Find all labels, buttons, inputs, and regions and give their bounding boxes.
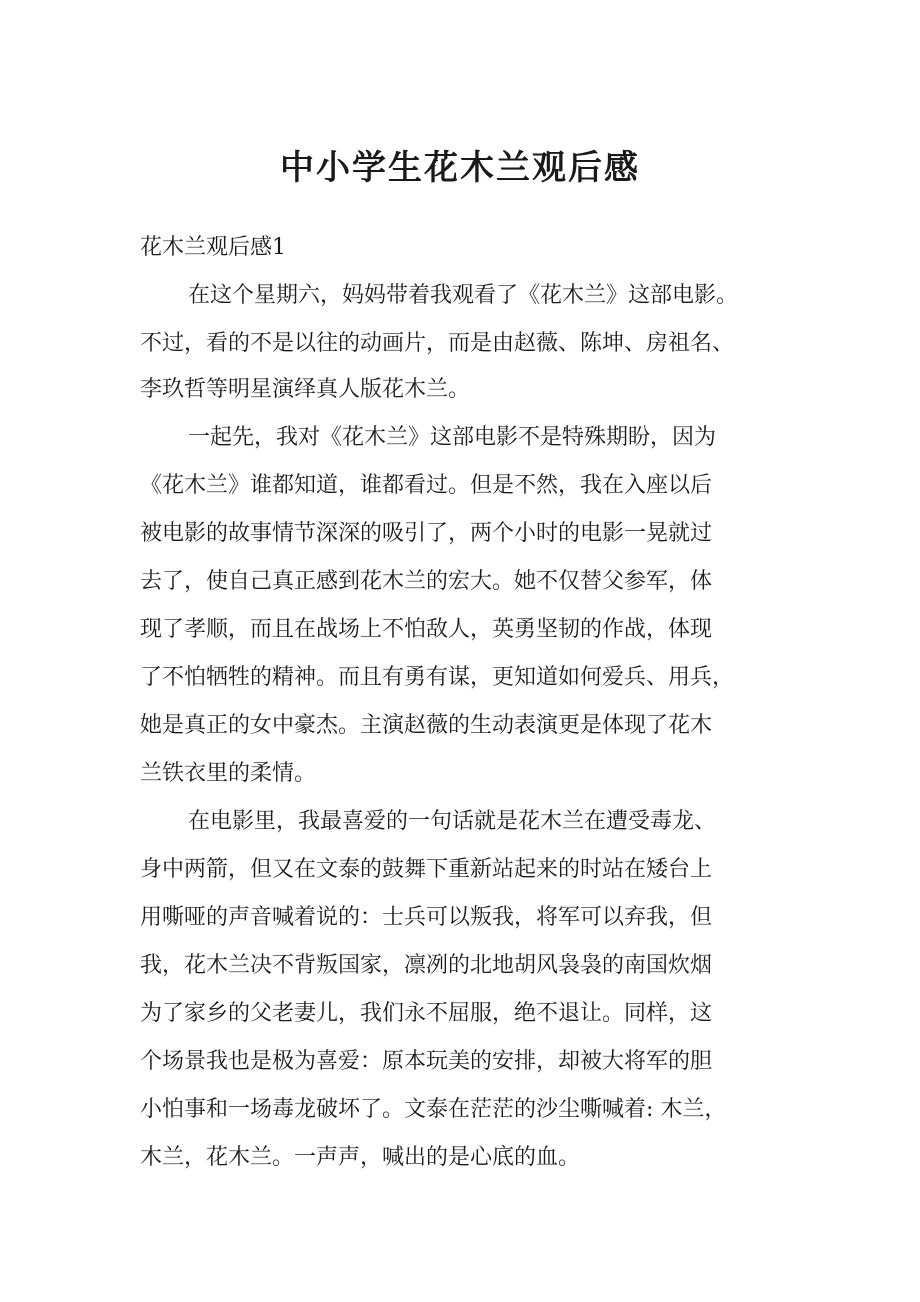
text-line: 身中两箭，但又在文泰的鼓舞下重新站起来的时站在矮台上 — [140, 857, 713, 882]
text-line: 木兰，花木兰。一声声，喊出的是心底的血。 — [140, 1145, 581, 1170]
text-line: 用嘶哑的声音喊着说的：士兵可以叛我，将军可以弃我，但 — [140, 905, 713, 930]
text-line: 李玖哲等明星演绎真人版花木兰。 — [140, 377, 471, 402]
text-line: 在电影里，我最喜爱的一句话就是花木兰在遭受毒龙、 — [188, 809, 717, 834]
text-line: 不过，看的不是以往的动画片，而是由赵薇、陈坤、房祖名、 — [140, 331, 735, 356]
text-line: 《花木兰》谁都知道，谁都看过。但是不然，我在入座以后 — [140, 473, 713, 498]
text-line: 现了孝顺，而且在战场上不怕敌人，英勇坚韧的作战，体现 — [140, 617, 713, 642]
text-line: 在这个星期六，妈妈带着我观看了《花木兰》这部电影。 — [188, 283, 739, 308]
text-line: 去了，使自己真正感到花木兰的宏大。她不仅替父参军，体 — [140, 569, 713, 594]
text-line: 我，花木兰决不背叛国家，凛冽的北地胡风袅袅的南国炊烟 — [140, 953, 713, 978]
page-title: 中小学生花木兰观后感 — [280, 148, 640, 188]
text-line: 一起先，我对《花木兰》这部电影不是特殊期盼，因为 — [188, 425, 717, 450]
section-heading: 花木兰观后感1 — [140, 235, 286, 260]
text-line: 兰铁衣里的柔情。 — [140, 761, 317, 786]
text-line: 小怕事和一场毒龙破坏了。文泰在茫茫的沙尘嘶喊着: 木兰， — [140, 1097, 727, 1122]
text-line: 个场景我也是极为喜爱：原本玩美的安排，却被大将军的胆 — [140, 1049, 713, 1074]
text-line: 了不怕牺牲的精神。而且有勇有谋，更知道如何爱兵、用兵， — [140, 665, 735, 690]
text-line: 她是真正的女中豪杰。主演赵薇的生动表演更是体现了花木 — [140, 713, 713, 738]
text-line: 为了家乡的父老妻儿，我们永不屈服，绝不退让。同样，这 — [140, 1001, 713, 1026]
text-line: 被电影的故事情节深深的吸引了，两个小时的电影一晃就过 — [140, 521, 713, 546]
